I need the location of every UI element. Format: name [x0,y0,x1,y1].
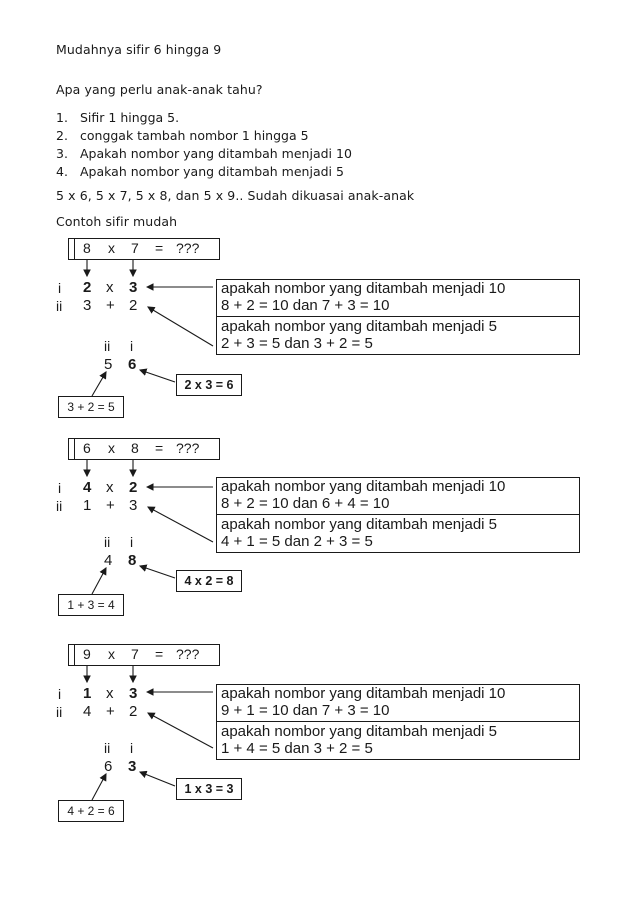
hint-title-10: apakah nombor yang ditambah menjadi 10 [221,280,506,297]
row-i-label: i [58,480,62,496]
mult-arrow [140,370,175,382]
row-i-digit-2: 2 [129,479,138,496]
diagonal-arrow [148,507,213,542]
row-ii-operator: + [106,703,115,720]
eq-unknown: ??? [176,440,200,456]
hint-sum-10: 8 + 2 = 10 dan 7 + 3 = 10 [221,297,390,314]
sub-label-i: i [130,740,134,756]
hint-sum-5: 4 + 1 = 5 dan 2 + 3 = 5 [221,533,373,550]
row-i-digit-2: 3 [129,685,138,702]
hint-title-10: apakah nombor yang ditambah menjadi 10 [221,478,506,495]
eq-operator: x [108,440,115,456]
result-ones-digit: 6 [128,356,137,373]
row-i-label: i [58,280,62,296]
row-ii-label: ii [56,498,63,514]
row-ii-operator: + [106,497,115,514]
diagonal-arrow [148,307,213,346]
row-i-label: i [58,686,62,702]
eq-operand-a: 9 [83,646,91,662]
row-i-digit-1: 4 [83,479,92,496]
list-number: 4. [56,164,68,179]
row-i-operator: x [106,685,114,702]
result-tens-digit: 5 [104,356,113,373]
row-i-operator: x [106,479,114,496]
add-box: 4 + 2 = 6 [58,800,124,822]
hint-sum-10: 8 + 2 = 10 dan 6 + 4 = 10 [221,495,390,512]
add-arrow [92,568,106,594]
multiply-box: 2 x 3 = 6 [176,374,242,396]
eq-equals: = [155,240,164,256]
list-number: 2. [56,128,68,143]
mastered-line: 5 x 6, 5 x 7, 5 x 8, dan 5 x 9.. Sudah dikuasai anak-anak [56,188,415,203]
row-ii-digit-2: 2 [129,297,138,314]
hint-title-5: apakah nombor yang ditambah menjadi 5 [221,516,498,533]
row-ii-digit-1: 3 [83,297,92,314]
eq-unknown: ??? [176,240,200,256]
row-ii-digit-1: 1 [83,497,92,514]
diagonal-arrow [148,713,213,748]
row-i-digit-1: 2 [83,279,92,296]
hint-title-5: apakah nombor yang ditambah menjadi 5 [221,723,498,740]
row-i-digit-1: 1 [83,685,92,702]
result-tens-digit: 6 [104,758,113,775]
row-ii-digit-2: 3 [129,497,138,514]
multiply-box: 4 x 2 = 8 [176,570,242,592]
examples-heading: Contoh sifir mudah [56,214,178,229]
row-ii-label: ii [56,704,63,720]
eq-equals: = [155,440,164,456]
eq-operator: x [108,240,115,256]
multiply-box: 1 x 3 = 3 [176,778,242,800]
add-arrow [92,372,106,396]
hint-sum-5: 1 + 4 = 5 dan 3 + 2 = 5 [221,740,373,757]
result-tens-digit: 4 [104,552,113,569]
mult-arrow [140,566,175,578]
add-box: 1 + 3 = 4 [58,594,124,616]
list-item: Sifir 1 hingga 5. [80,110,180,125]
result-ones-digit: 8 [128,552,137,569]
eq-operand-a: 8 [83,240,91,256]
list-item: Apakah nombor yang ditambah menjadi 5 [80,164,344,179]
eq-operator: x [108,646,115,662]
row-i-operator: x [106,279,114,296]
title-line: Mudahnya sifir 6 hingga 9 [56,42,222,57]
row-i-digit-2: 3 [129,279,138,296]
list-number: 3. [56,146,68,161]
question-line: Apa yang perlu anak-anak tahu? [56,82,263,97]
list-item: Apakah nombor yang ditambah menjadi 10 [80,146,352,161]
eq-operand-a: 6 [83,440,91,456]
sub-label-i: i [130,338,134,354]
row-ii-digit-2: 2 [129,703,138,720]
hint-title-10: apakah nombor yang ditambah menjadi 10 [221,685,506,702]
sub-label-i: i [130,534,134,550]
result-ones-digit: 3 [128,758,137,775]
mult-arrow [140,772,175,786]
eq-operand-b: 7 [131,240,139,256]
eq-operand-b: 8 [131,440,139,456]
row-ii-label: ii [56,298,63,314]
add-arrow [92,774,106,800]
sub-label-ii: ii [104,740,111,756]
sub-label-ii: ii [104,534,111,550]
eq-equals: = [155,646,164,662]
list-item: conggak tambah nombor 1 hingga 5 [80,128,309,143]
eq-operand-b: 7 [131,646,139,662]
add-box: 3 + 2 = 5 [58,396,124,418]
hint-sum-5: 2 + 3 = 5 dan 3 + 2 = 5 [221,335,373,352]
list-number: 1. [56,110,68,125]
sub-label-ii: ii [104,338,111,354]
row-ii-digit-1: 4 [83,703,92,720]
hint-sum-10: 9 + 1 = 10 dan 7 + 3 = 10 [221,702,390,719]
row-ii-operator: + [106,297,115,314]
eq-unknown: ??? [176,646,200,662]
hint-title-5: apakah nombor yang ditambah menjadi 5 [221,318,498,335]
